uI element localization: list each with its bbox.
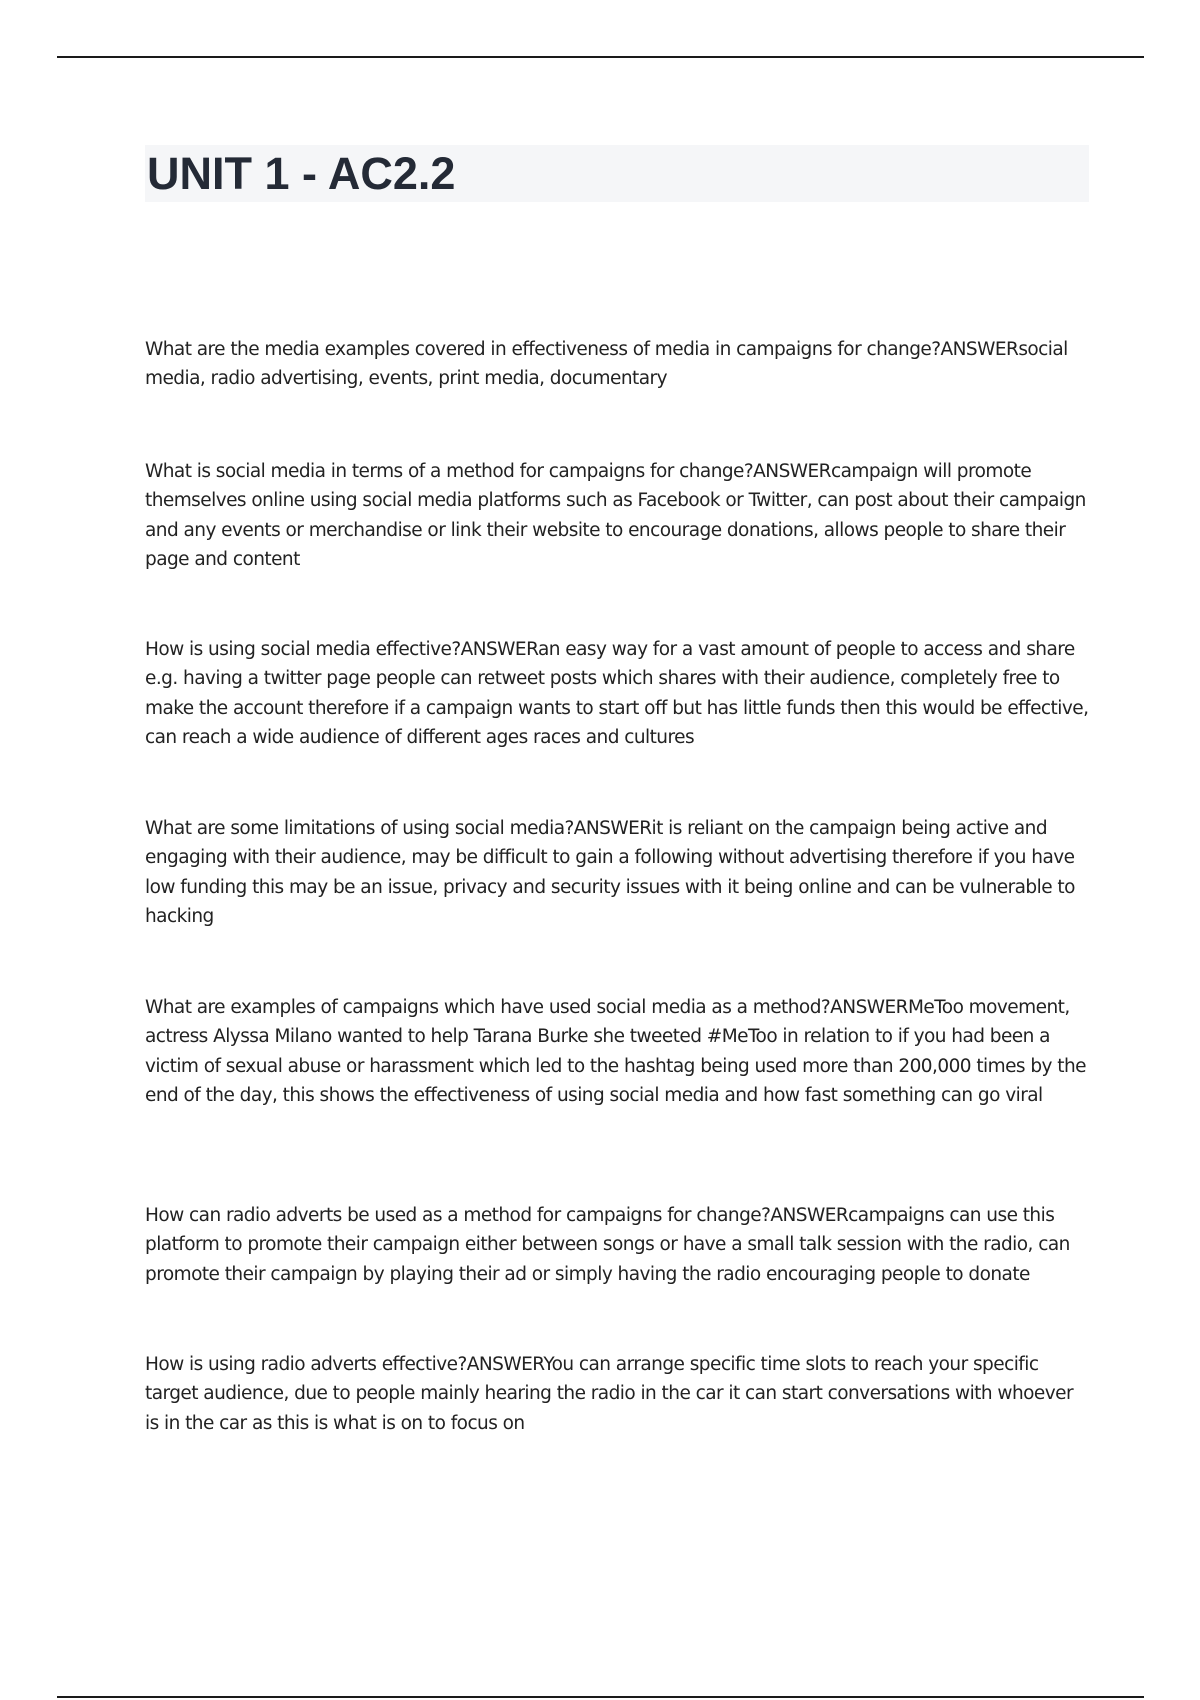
answer-text: You can arrange specific time slots to reach your specific target audience, due to people mainly hearing the radio in the car it can start conversations with whoever is in the car as this is what is on to focus on (145, 1354, 1074, 1434)
top-rule (57, 56, 1144, 58)
answer-separator: ANSWER (573, 818, 652, 839)
answer-text: it is reliant on the campaign being active and engaging with their audience, may be difficult to gain a following without advertising therefore if you have low funding this may be an issue, privacy and security issues with it being online and can be vulnerable to hacking (145, 818, 1075, 927)
qa-item (145, 1350, 1090, 1438)
question-text: What is social media in terms of a method for campaigns for change? (145, 461, 754, 482)
answer-separator: ANSWER (770, 1205, 849, 1226)
bottom-rule (57, 1696, 1144, 1698)
question-text: What are some limitations of using social media? (145, 818, 574, 839)
answer-separator: ANSWER (466, 1354, 544, 1375)
qa-item (145, 335, 1090, 394)
answer-text: MeToo movement, actress Alyssa Milano wanted to help Tarana Burke she tweeted #MeToo in relation to if you had been a victim of sexual abuse or harassment which led to the hashtag being used more than 200,000 times by the end of the day, this shows the effectiveness of using social media and how fast something can go viral (145, 997, 1086, 1106)
answer-separator: ANSWER (830, 997, 908, 1018)
answer-separator: ANSWER (460, 639, 538, 660)
qa-item (145, 814, 1090, 931)
question-text: What are examples of campaigns which have used social media as a method? (145, 997, 831, 1018)
qa-item (145, 993, 1090, 1110)
answer-text: campaign will promote themselves online using social media platforms such as Facebook or Twitter, can post about their campaign and any events or merchandise or link their website to encourage donations, allows people to share their page and content (145, 461, 1086, 570)
answer-separator: ANSWER (940, 339, 1019, 360)
answer-separator: ANSWER (753, 461, 831, 482)
answer-text: campaigns can use this platform to promote their campaign either between songs or have a small talk session with the radio, can promote their campaign by playing their ad or simply having the radio encouraging people to donate (145, 1205, 1070, 1285)
question-text: How can radio adverts be used as a method for campaigns for change? (145, 1205, 771, 1226)
qa-item (145, 457, 1090, 574)
question-text: How is using radio adverts effective? (145, 1354, 467, 1375)
answer-text: social media, radio advertising, events, print media, documentary (145, 339, 1068, 390)
question-text: How is using social media effective? (145, 639, 461, 660)
page-title: UNIT 1 - AC2.2 (147, 148, 456, 199)
answer-text: an easy way for a vast amount of people to access and share e.g. having a twitter page people can retweet posts which shares with their audience, completely free to make the account therefore if a campaign wants to start off but has little funds then this would be effective, can reach a wide audience of different ages races and cultures (145, 639, 1089, 748)
qa-item (145, 635, 1090, 752)
qa-item (145, 1201, 1090, 1289)
question-text: What are the media examples covered in effectiveness of media in campaigns for change? (145, 339, 941, 360)
